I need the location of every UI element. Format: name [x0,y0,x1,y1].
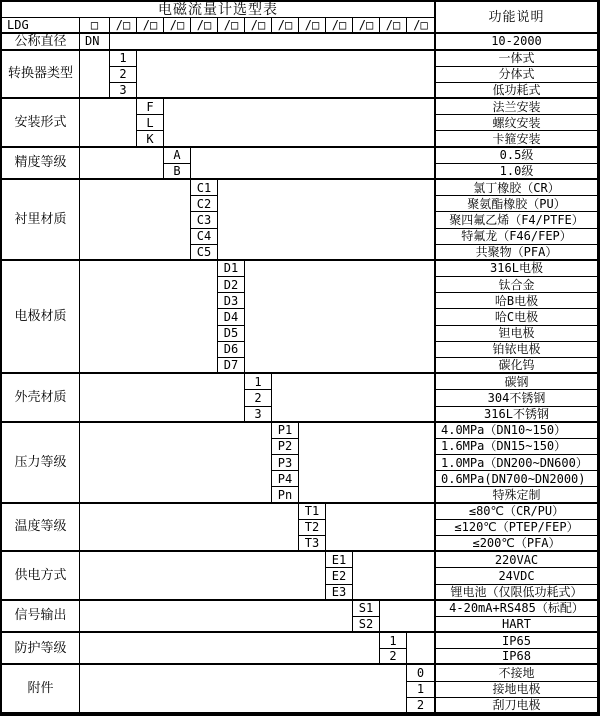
code-cell: L [137,115,164,131]
filler-cell [137,51,434,100]
code-cell: 2 [245,390,272,406]
filler-cell [80,374,245,423]
code-cell: C5 [191,245,218,261]
code-cell: P3 [272,455,299,471]
desc-cell: 接地电极 [434,682,598,698]
desc-cell: 聚氨酯橡胶（PU） [434,196,598,212]
category-label: 电极材质 [2,261,80,374]
desc-cell: 特氟龙（F46/FEP） [434,229,598,245]
filler-cell [80,148,164,180]
filler-cell [299,423,434,504]
filler-cell [164,99,434,148]
desc-cell: ≤80℃（CR/PU） [434,504,598,520]
model-digit-box: /□ [245,18,272,34]
filler-cell [80,99,137,148]
desc-cell: 碳化钨 [434,358,598,374]
code-cell: E1 [326,552,353,568]
code-cell: D6 [218,342,245,358]
category-label: 外壳材质 [2,374,80,423]
desc-cell: 分体式 [434,67,598,83]
code-cell: P4 [272,471,299,487]
desc-cell: 聚四氟乙烯（F4/PTFE） [434,212,598,228]
code-cell: Pn [272,487,299,503]
model-digit-box: /□ [380,18,407,34]
filler-cell [245,261,434,374]
code-cell: D5 [218,326,245,342]
desc-cell: 哈C电极 [434,309,598,325]
code-cell: T1 [299,504,326,520]
code-cell: 3 [110,83,137,99]
filler-cell [80,665,407,714]
desc-cell: 铂铱电极 [434,342,598,358]
code-cell: 1 [380,633,407,649]
code-cell: F [137,99,164,115]
desc-cell: 钛合金 [434,277,598,293]
desc-cell: 0.6MPa(DN700~DN2000) [434,471,598,487]
code-cell: E2 [326,568,353,584]
desc-cell: 一体式 [434,51,598,67]
code-cell: 1 [110,51,137,67]
desc-cell: 1.6MPa（DN15~150） [434,439,598,455]
desc-cell: 0.5级 [434,148,598,164]
model-first-box: □ [80,18,110,34]
model-digit-box: /□ [137,18,164,34]
filler-cell [80,552,326,601]
desc-cell: 10-2000 [434,34,598,50]
desc-cell: 钽电极 [434,326,598,342]
desc-cell: HART [434,617,598,633]
filler-cell [80,601,353,633]
model-digit-box: /□ [326,18,353,34]
desc-cell: 316L不锈钢 [434,407,598,423]
category-label: 精度等级 [2,148,80,180]
filler-cell [272,374,434,423]
category-label: 供电方式 [2,552,80,601]
model-digit-box: /□ [218,18,245,34]
desc-cell: 24VDC [434,568,598,584]
model-digit-box: /□ [407,18,434,34]
code-cell: 2 [407,698,434,714]
filler-cell [80,633,380,665]
model-digit-box: /□ [164,18,191,34]
code-cell: T2 [299,520,326,536]
category-label: 附件 [2,665,80,714]
code-cell: T3 [299,536,326,552]
model-digit-box: /□ [353,18,380,34]
desc-cell: IP68 [434,649,598,665]
model-digit-box: /□ [272,18,299,34]
code-cell: 2 [380,649,407,665]
desc-cell: 法兰安装 [434,99,598,115]
code-cell: P2 [272,439,299,455]
model-digit-box: /□ [110,18,137,34]
code-cell: DN [80,34,110,50]
code-cell: P1 [272,423,299,439]
code-cell: K [137,131,164,147]
filler-cell [326,504,434,553]
desc-cell: 1.0级 [434,164,598,180]
desc-cell: 卡箍安装 [434,131,598,147]
desc-cell: 特殊定制 [434,487,598,503]
desc-cell: ≤200℃（PFA） [434,536,598,552]
code-cell: D1 [218,261,245,277]
desc-cell: 220VAC [434,552,598,568]
model-prefix: LDG [2,18,80,34]
filler-cell [80,504,299,553]
desc-cell: 不接地 [434,665,598,681]
model-digit-box: /□ [191,18,218,34]
code-cell: C3 [191,212,218,228]
filler-cell [80,51,110,100]
category-label: 衬里材质 [2,180,80,261]
model-digit-box: /□ [299,18,326,34]
code-cell: 1 [245,374,272,390]
code-cell: D3 [218,293,245,309]
desc-cell: 4-20mA+RS485（标配） [434,601,598,617]
code-cell: S2 [353,617,380,633]
filler-cell [353,552,434,601]
code-cell: D7 [218,358,245,374]
desc-cell: 锂电池（仅限低功耗式） [434,585,598,601]
category-label: 安装形式 [2,99,80,148]
desc-cell: 螺纹安装 [434,115,598,131]
category-label: 转换器类型 [2,51,80,100]
code-cell: D2 [218,277,245,293]
category-label: 压力等级 [2,423,80,504]
desc-cell: 哈B电极 [434,293,598,309]
desc-cell: 刮刀电极 [434,698,598,714]
code-cell: C1 [191,180,218,196]
desc-cell: 316L电极 [434,261,598,277]
code-cell: 0 [407,665,434,681]
table-title: 电磁流量计选型表 [2,2,434,18]
code-cell: S1 [353,601,380,617]
filler-cell [110,34,434,50]
code-cell: E3 [326,585,353,601]
code-cell: D4 [218,309,245,325]
desc-cell: IP65 [434,633,598,649]
desc-cell: 4.0MPa（DN10~150） [434,423,598,439]
category-label: 防护等级 [2,633,80,665]
code-cell: 2 [110,67,137,83]
desc-cell: ≤120℃（PTEP/FEP） [434,520,598,536]
desc-cell: 低功耗式 [434,83,598,99]
code-cell: A [164,148,191,164]
filler-cell [218,180,434,261]
category-label: 公称直径 [2,34,80,50]
category-label: 温度等级 [2,504,80,553]
desc-cell: 304不锈钢 [434,390,598,406]
filler-cell [80,423,272,504]
filler-cell [80,261,218,374]
code-cell: C4 [191,229,218,245]
code-cell: B [164,164,191,180]
desc-cell: 碳钢 [434,374,598,390]
code-cell: C2 [191,196,218,212]
desc-cell: 氯丁橡胶（CR） [434,180,598,196]
desc-cell: 1.0MPa（DN200~DN600） [434,455,598,471]
filler-cell [191,148,434,180]
code-cell: 3 [245,407,272,423]
category-label: 信号输出 [2,601,80,633]
desc-cell: 共聚物（PFA） [434,245,598,261]
code-cell: 1 [407,682,434,698]
filler-cell [407,633,434,665]
filler-cell [80,180,191,261]
filler-cell [380,601,434,633]
function-header: 功能说明 [434,2,598,34]
